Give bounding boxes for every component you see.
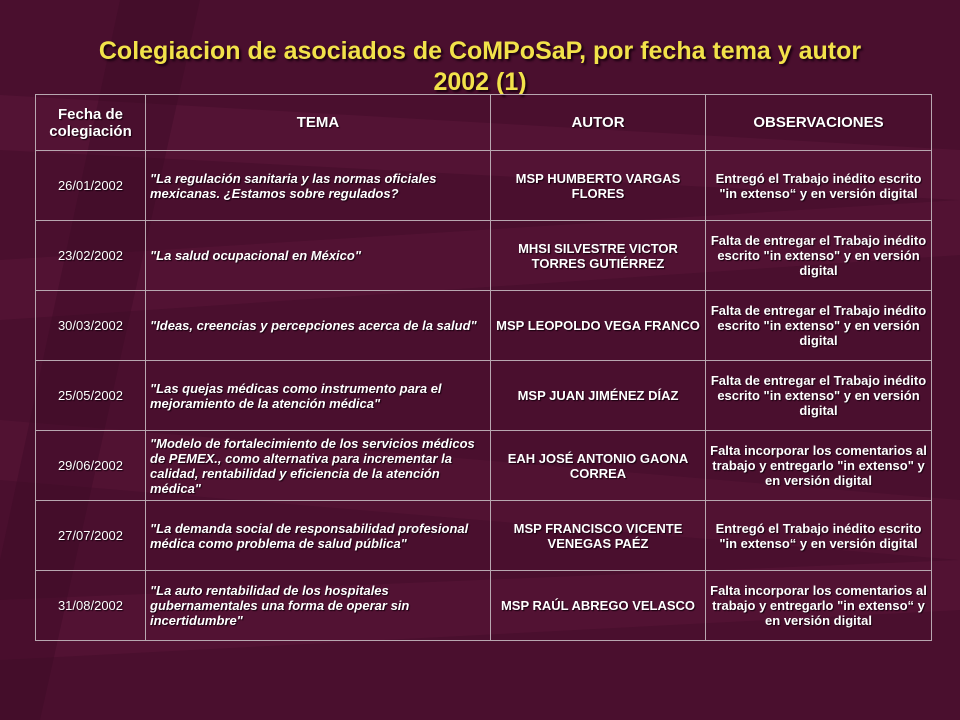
page-title <box>40 36 920 98</box>
table-row <box>36 291 932 361</box>
cell-observaciones: Falta de entregar el Trabajo inédito escrito "in extenso" y en versión digital <box>706 361 932 431</box>
table-header-row <box>36 95 932 151</box>
cell-observaciones: Falta incorporar los comentarios al trabajo y entregarlo "in extenso“ y en versión digital <box>706 571 932 641</box>
header-autor: AUTOR <box>491 95 706 151</box>
cell-autor: EAH JOSÉ ANTONIO GAONA CORREA <box>491 431 706 501</box>
cell-autor: MSP JUAN JIMÉNEZ DÍAZ <box>491 361 706 431</box>
cell-fecha: 29/06/2002 <box>36 431 146 501</box>
cell-observaciones: Entregó el Trabajo inédito escrito "in extenso“ y en versión digital <box>706 151 932 221</box>
cell-autor: MSP FRANCISCO VICENTE VENEGAS PAÉZ <box>491 501 706 571</box>
cell-fecha: 26/01/2002 <box>36 151 146 221</box>
cell-fecha: 23/02/2002 <box>36 221 146 291</box>
table-row <box>36 361 932 431</box>
cell-tema: "La salud ocupacional en México" <box>146 221 491 291</box>
cell-tema: "La regulación sanitaria y las normas oficiales mexicanas. ¿Estamos sobre regulados? <box>146 151 491 221</box>
title-line-1: Colegiacion de asociados de CoMPoSaP, por fecha tema y autor <box>98 37 862 65</box>
cell-autor: MSP LEOPOLDO VEGA FRANCO <box>491 291 706 361</box>
cell-observaciones: Falta de entregar el Trabajo inédito escrito "in extenso" y en versión digital <box>706 221 932 291</box>
cell-autor: MSP RAÚL ABREGO VELASCO <box>491 571 706 641</box>
header-tema: TEMA <box>146 95 491 151</box>
cell-fecha: 25/05/2002 <box>36 361 146 431</box>
table-row <box>36 221 932 291</box>
header-observaciones: OBSERVACIONES <box>706 95 932 151</box>
cell-fecha: 31/08/2002 <box>36 571 146 641</box>
table-row <box>36 571 932 641</box>
cell-observaciones: Entregó el Trabajo inédito escrito "in extenso“ y en versión digital <box>706 501 932 571</box>
cell-observaciones: Falta incorporar los comentarios al trabajo y entregarlo "in extenso" y en versión digital <box>706 431 932 501</box>
cell-tema: "Ideas, creencias y percepciones acerca de la salud" <box>146 291 491 361</box>
cell-tema: "La demanda social de responsabilidad profesional médica como problema de salud pública" <box>146 501 491 571</box>
cell-fecha: 30/03/2002 <box>36 291 146 361</box>
table-row <box>36 431 932 501</box>
cell-fecha: 27/07/2002 <box>36 501 146 571</box>
cell-autor: MHSI SILVESTRE VICTOR TORRES GUTIÉRREZ <box>491 221 706 291</box>
cell-observaciones: Falta de entregar el Trabajo inédito escrito "in extenso" y en versión digital <box>706 291 932 361</box>
cell-tema: "Las quejas médicas como instrumento para el mejoramiento de la atención médica" <box>146 361 491 431</box>
title-line-2: 2002 (1) <box>433 68 527 96</box>
header-fecha: Fecha de colegiación <box>36 95 146 151</box>
table-row <box>36 151 932 221</box>
table-row <box>36 501 932 571</box>
cell-tema: "La auto rentabilidad de los hospitales gubernamentales una forma de operar sin incertidumbre" <box>146 571 491 641</box>
colegiacion-table <box>35 94 932 641</box>
cell-tema: "Modelo de fortalecimiento de los servicios médicos de PEMEX., como alternativa para incrementar la calidad, rentabilidad y eficiencia de la atención médica" <box>146 431 491 501</box>
cell-autor: MSP HUMBERTO VARGAS FLORES <box>491 151 706 221</box>
